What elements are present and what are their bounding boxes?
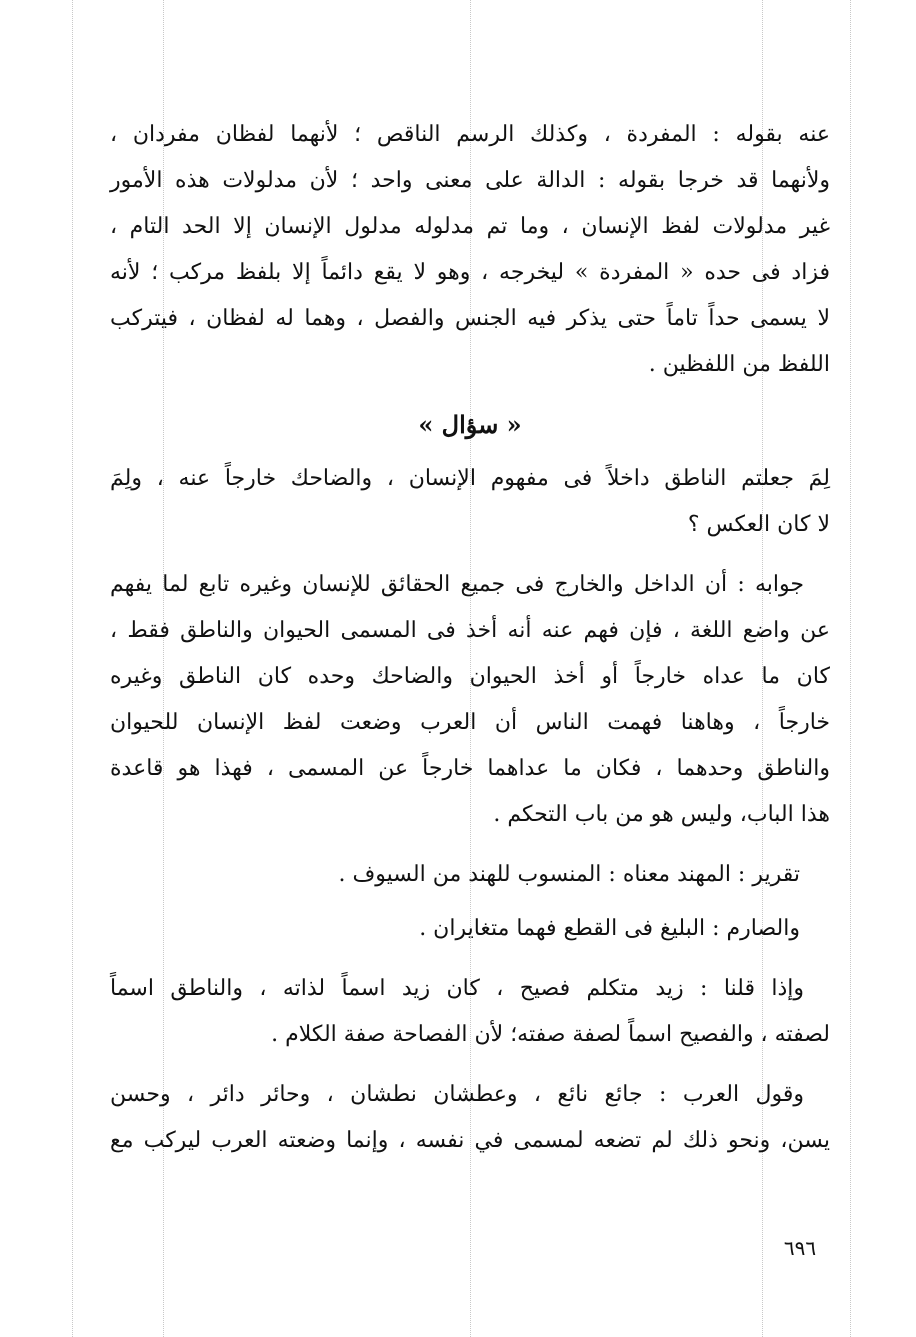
text-line: لِمَ جعلتم الناطق داخلاً فى مفهوم الإنسان ، والضاحك خارجاً عنه ، ولِمَ bbox=[110, 466, 830, 491]
paragraph-definition-continuation bbox=[110, 112, 830, 388]
text-line: غير مدلولات لفظ الإنسان ، وما تم مدلوله مدلول الإنسان إلا الحد التام ، bbox=[110, 214, 830, 239]
text-line: وإذا قلنا : زيد متكلم فصيح ، كان زيد اسماً لذاته ، والناطق اسماً bbox=[110, 976, 804, 1001]
paragraph-zayd-example bbox=[110, 966, 830, 1058]
paragraph-answer bbox=[110, 562, 830, 838]
page-number: ٦٩٦ bbox=[783, 1236, 817, 1260]
text-line: فزاد فى حده « المفردة » ليخرجه ، وهو لا يقع دائماً إلا بلفظ مركب ؛ لأنه bbox=[110, 260, 830, 285]
paragraph-taqrir bbox=[110, 852, 830, 898]
text-line: لصفته ، والفصيح اسماً لصفة صفته؛ لأن الفصاحة صفة الكلام . bbox=[271, 1022, 830, 1047]
section-heading-question: « سؤال » bbox=[418, 410, 522, 439]
text-line: لا كان العكس ؟ bbox=[687, 512, 830, 537]
paragraph-arab-saying bbox=[110, 1072, 830, 1164]
text-line: جوابه : أن الداخل والخارج فى جميع الحقائق للإنسان وغيره تابع لما يفهم bbox=[110, 572, 804, 597]
document-page bbox=[110, 112, 830, 1164]
text-line: خارجاً ، وهاهنا فهمت الناس أن العرب وضعت لفظ الإنسان للحيوان bbox=[110, 710, 830, 735]
text-line: يسن، ونحو ذلك لم تضعه لمسمى في نفسه ، وإنما وضعته العرب ليركب مع bbox=[110, 1128, 830, 1153]
dotted-guide-line bbox=[72, 0, 73, 1337]
text-line: لا يسمى حداً تاماً حتى يذكر فيه الجنس والفصل ، وهما له لفظان ، فيتركب bbox=[110, 306, 830, 331]
text-line: والصارم : البليغ فى القطع فهما متغايران . bbox=[419, 916, 800, 941]
text-line: عن واضع اللغة ، فإن فهم عنه أنه أخذ فى المسمى الحيوان والناطق فقط ، bbox=[110, 618, 830, 643]
paragraph-question bbox=[110, 456, 830, 548]
text-line: تقرير : المهند معناه : المنسوب للهند من السيوف . bbox=[338, 862, 800, 887]
text-line: عنه بقوله : المفردة ، وكذلك الرسم الناقص ؛ لأنهما لفظان مفردان ، bbox=[110, 122, 830, 147]
text-line: والناطق وحدهما ، فكان ما عداهما خارجاً عن المسمى ، فهذا هو قاعدة bbox=[110, 756, 830, 781]
text-line: كان ما عداه خارجاً أو أخذ الحيوان والضاحك وحده كان الناطق وغيره bbox=[110, 664, 830, 689]
dotted-guide-line bbox=[850, 0, 851, 1337]
text-line: هذا الباب، وليس هو من باب التحكم . bbox=[493, 802, 830, 827]
paragraph-sarim bbox=[110, 906, 830, 952]
text-line: اللفظ من اللفظين . bbox=[648, 352, 830, 377]
text-line: ولأنهما قد خرجا بقوله : الدالة على معنى واحد ؛ لأن مدلولات هذه الأمور bbox=[110, 168, 830, 193]
text-line: وقول العرب : جائع نائع ، وعطشان نطشان ، وحائر دائر ، وحسن bbox=[110, 1082, 804, 1107]
